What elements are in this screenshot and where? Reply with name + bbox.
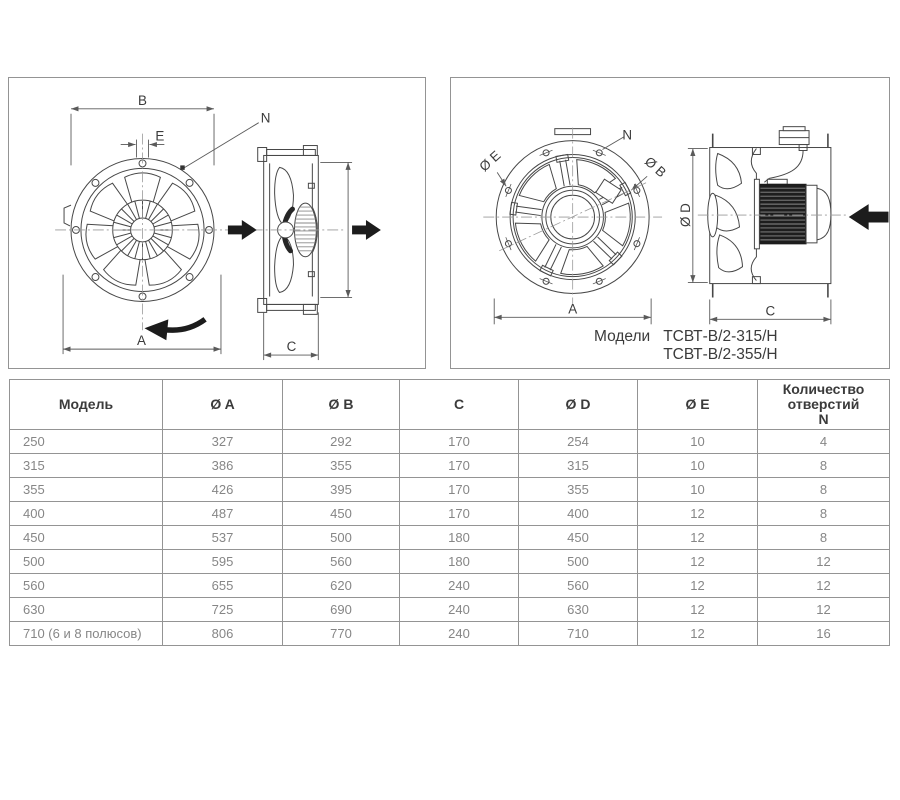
- cell-diam-d: 315: [519, 454, 638, 478]
- table-row: [10, 622, 890, 646]
- cell-diam-b: 395: [283, 478, 400, 502]
- cell-diam-d: 710: [519, 622, 638, 646]
- cell-holes: 8: [758, 454, 890, 478]
- cell-model: 500: [10, 550, 163, 574]
- column-header-diam-d: Ø D: [519, 380, 638, 430]
- cell-diam-a: 806: [163, 622, 283, 646]
- cell-holes: 12: [758, 598, 890, 622]
- cell-c: 240: [400, 598, 519, 622]
- column-header-diam-a: Ø A: [163, 380, 283, 430]
- cell-diam-d: 630: [519, 598, 638, 622]
- blades: [708, 153, 743, 271]
- cell-model: 560: [10, 574, 163, 598]
- cell-model: 630: [10, 598, 163, 622]
- column-header-diam-b: Ø B: [283, 380, 400, 430]
- cell-diam-d: 254: [519, 430, 638, 454]
- cell-diam-a: 487: [163, 502, 283, 526]
- dim-label-c: C: [765, 303, 776, 319]
- cell-holes: 8: [758, 526, 890, 550]
- cell-diam-b: 292: [283, 430, 400, 454]
- cell-holes: 12: [758, 550, 890, 574]
- model-designations: [594, 328, 778, 364]
- dim-label-c: C: [286, 339, 297, 355]
- cell-diam-d: 450: [519, 526, 638, 550]
- table-row: [10, 502, 890, 526]
- dim-label-b: B: [138, 92, 147, 108]
- drawing-panel-right: [450, 77, 890, 369]
- table-row: [10, 478, 890, 502]
- model-name-1: ТСВТ-В/2-315/Н: [663, 328, 778, 345]
- dim-label-e: E: [155, 128, 165, 144]
- cell-diam-b: 690: [283, 598, 400, 622]
- fan-side-view: [708, 127, 831, 298]
- cell-diam-e: 10: [638, 454, 758, 478]
- cell-diam-b: 355: [283, 454, 400, 478]
- cell-c: 180: [400, 550, 519, 574]
- column-header-c: C: [400, 380, 519, 430]
- cell-diam-d: 560: [519, 574, 638, 598]
- cell-model: 400: [10, 502, 163, 526]
- cell-model: 710 (6 и 8 полюсов): [10, 622, 163, 646]
- cell-diam-b: 500: [283, 526, 400, 550]
- model-name-2: ТСВТ-В/2-355/Н: [663, 346, 778, 363]
- dimensions-table: [9, 379, 890, 646]
- dim-label-diam-b: Ø B: [641, 153, 670, 181]
- table-row: [10, 598, 890, 622]
- cell-diam-a: 725: [163, 598, 283, 622]
- table-row: [10, 526, 890, 550]
- header-row: [10, 380, 890, 430]
- drawing-panel-left: [8, 77, 426, 369]
- cell-holes: 4: [758, 430, 890, 454]
- cell-diam-d: 355: [519, 478, 638, 502]
- table-row: [10, 454, 890, 478]
- fan-drawing-right: [451, 78, 889, 368]
- dim-label-diam-e: Ø E: [476, 147, 504, 175]
- rotation-arrow-icon: [145, 319, 206, 340]
- cell-c: 170: [400, 454, 519, 478]
- cell-diam-e: 12: [638, 526, 758, 550]
- cell-diam-a: 655: [163, 574, 283, 598]
- airflow-arrow-icon: [849, 204, 889, 230]
- dim-label-diam-d: Ø D: [677, 203, 693, 227]
- cell-holes: 12: [758, 574, 890, 598]
- cell-diam-b: 620: [283, 574, 400, 598]
- cell-diam-e: 10: [638, 478, 758, 502]
- dim-label-a: A: [137, 333, 146, 349]
- cell-diam-e: 10: [638, 430, 758, 454]
- cell-c: 240: [400, 622, 519, 646]
- cell-holes: 16: [758, 622, 890, 646]
- cell-diam-e: 12: [638, 502, 758, 526]
- cell-model: 450: [10, 526, 163, 550]
- cell-c: 240: [400, 574, 519, 598]
- table-row: [10, 574, 890, 598]
- cell-model: 355: [10, 478, 163, 502]
- table-row: [10, 550, 890, 574]
- cell-diam-e: 12: [638, 622, 758, 646]
- cell-c: 170: [400, 478, 519, 502]
- cell-c: 170: [400, 430, 519, 454]
- table-row: [10, 430, 890, 454]
- cell-diam-a: 327: [163, 430, 283, 454]
- cell-diam-d: 500: [519, 550, 638, 574]
- motor: [754, 179, 830, 249]
- cell-diam-a: 537: [163, 526, 283, 550]
- models-label: Модели: [594, 328, 651, 345]
- cell-diam-e: 12: [638, 550, 758, 574]
- cell-diam-b: 560: [283, 550, 400, 574]
- column-header-model: Модель: [10, 380, 163, 430]
- cell-model: 250: [10, 430, 163, 454]
- cell-holes: 8: [758, 502, 890, 526]
- cell-diam-b: 770: [283, 622, 400, 646]
- cell-holes: 8: [758, 478, 890, 502]
- dim-label-n: N: [622, 127, 633, 143]
- fan-drawing-left: [9, 78, 425, 368]
- column-header-holes-count: Количество отверстий N: [758, 380, 890, 430]
- cell-c: 180: [400, 526, 519, 550]
- cell-diam-a: 426: [163, 478, 283, 502]
- cell-diam-e: 12: [638, 574, 758, 598]
- cell-model: 315: [10, 454, 163, 478]
- column-header-diam-e: Ø E: [638, 380, 758, 430]
- cell-diam-a: 595: [163, 550, 283, 574]
- dim-label-a: A: [568, 301, 578, 317]
- cell-diam-b: 450: [283, 502, 400, 526]
- flange-bracket: [64, 205, 71, 226]
- cell-diam-a: 386: [163, 454, 283, 478]
- dim-label-n: N: [260, 110, 271, 126]
- cell-diam-d: 400: [519, 502, 638, 526]
- junction-box: [764, 127, 809, 183]
- cell-diam-e: 12: [638, 598, 758, 622]
- cell-c: 170: [400, 502, 519, 526]
